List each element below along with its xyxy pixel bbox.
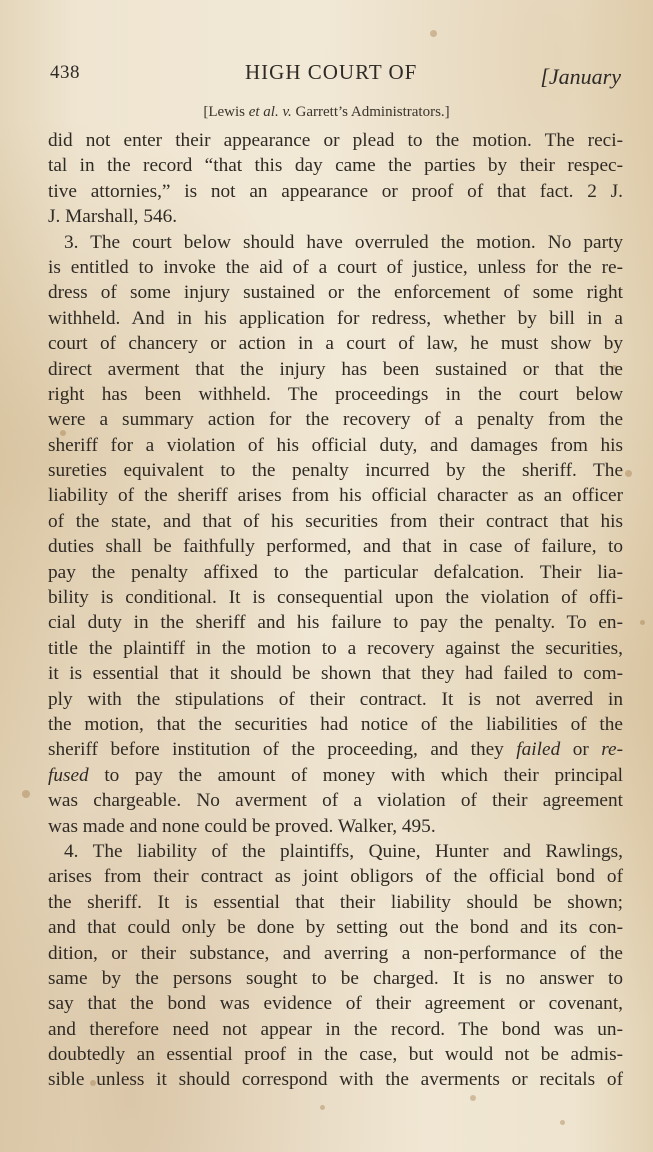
text-line: sheriff for a violation of his official duty, and damages from his bbox=[48, 434, 623, 456]
text-line bbox=[48, 737, 623, 762]
foxing-spot bbox=[430, 30, 437, 37]
text-line: it is essential that it should be shown that they had failed to com- bbox=[48, 663, 623, 685]
text-line: same by the persons sought to be charged. It is no answer to bbox=[48, 967, 623, 989]
text-line: liability of the sheriff arises from his official character as an officer bbox=[48, 485, 623, 507]
text-line: direct averment that the injury has been sustained or that the bbox=[48, 358, 623, 380]
case-caption bbox=[0, 104, 653, 121]
case-caption-open: [Lewis bbox=[203, 104, 249, 120]
foxing-spot bbox=[470, 1095, 476, 1101]
text-line: and that could only be done by setting out the bond and its con- bbox=[48, 917, 623, 939]
text-line: tive attornies,” is not an appearance or proof of that fact. 2 J. bbox=[48, 180, 623, 202]
text-line: of the state, and that of his securities from their contract that his bbox=[48, 510, 623, 532]
running-date: [January bbox=[540, 64, 621, 89]
text-line: say that the bond was evidence of their agreement or covenant, bbox=[48, 993, 623, 1015]
text-line: J. Marshall, 546. bbox=[48, 206, 178, 228]
text-line: dition, or their substance, and averring a non-performance of the bbox=[48, 942, 623, 964]
text-line: duties shall be faithfully performed, and that in case of failure, to bbox=[48, 536, 623, 558]
case-caption-versus: v. bbox=[278, 104, 292, 120]
text-line: 4. The liability of the plaintiffs, Quine, Hunter and Rawlings, bbox=[64, 840, 623, 862]
italic-fused: fused bbox=[48, 764, 89, 786]
page-number: 438 bbox=[50, 62, 80, 83]
case-caption-et-al: et al. bbox=[248, 104, 279, 120]
foxing-spot bbox=[640, 620, 645, 625]
text-line: withheld. And in his application for redress, whether by bill in a bbox=[48, 307, 623, 329]
italic-failed: failed bbox=[516, 739, 561, 761]
text-segment: sheriff before institution of the proceeding, and they bbox=[48, 739, 517, 761]
text-line: sible unless it should correspond with the averments or recitals of bbox=[48, 1069, 623, 1091]
text-line: doubtedly an essential proof in the case, but would not be admis- bbox=[48, 1044, 623, 1066]
text-line: arises from their contract as joint obligors of the official bond of bbox=[48, 866, 623, 888]
text-line: and therefore need not appear in the record. The bond was un- bbox=[48, 1018, 623, 1040]
text-line: dress of some injury sustained or the enforcement of some right bbox=[48, 282, 623, 304]
text-line: the sheriff. It is essential that their liability should be shown; bbox=[48, 891, 623, 913]
text-line bbox=[48, 763, 623, 788]
running-head: HIGH COURT OF bbox=[245, 60, 418, 84]
page-header bbox=[50, 60, 625, 90]
case-caption-rest: Garrett’s Administrators.] bbox=[291, 104, 450, 120]
text-line: court of chancery or action in a court of law, he must show by bbox=[48, 333, 623, 355]
text-line: did not enter their appearance or plead to the motion. The reci- bbox=[48, 130, 623, 151]
text-line: was chargeable. No averment of a violation of their agreement bbox=[48, 790, 623, 812]
text-line: were a summary action for the recovery of a penalty from the bbox=[48, 409, 623, 431]
text-line: cial duty in the sheriff and his failure to pay the penalty. To en- bbox=[48, 612, 623, 634]
text-line: is entitled to invoke the aid of a court of justice, unless for the re- bbox=[48, 256, 623, 278]
text-line: sureties equivalent to the penalty incurred by the sheriff. The bbox=[48, 460, 623, 482]
foxing-spot bbox=[22, 790, 30, 798]
text-line: title the plaintiff in the motion to a recovery against the securities, bbox=[48, 637, 623, 659]
text-line: tal in the record “that this day came the parties by their respec- bbox=[48, 155, 623, 177]
foxing-spot bbox=[625, 470, 632, 477]
text-line: was made and none could be proved. Walker, 495. bbox=[48, 815, 436, 837]
text-line: ply with the stipulations of their contract. It is not averred in bbox=[48, 688, 623, 710]
text-line: 3. The court below should have overruled the motion. No party bbox=[64, 231, 623, 253]
foxing-spot bbox=[560, 1120, 565, 1125]
foxing-spot bbox=[320, 1105, 325, 1110]
text-segment: or bbox=[560, 739, 602, 761]
text-line: pay the penalty affixed to the particular defalcation. Their lia- bbox=[48, 561, 623, 583]
italic-re: re- bbox=[601, 739, 623, 761]
text-segment: to pay the amount of money with which their principal bbox=[88, 764, 623, 786]
text-line: the motion, that the securities had notice of the liabilities of the bbox=[48, 713, 623, 735]
body-text bbox=[48, 128, 623, 1093]
text-line: right has been withheld. The proceedings in the court below bbox=[48, 383, 623, 405]
text-line: bility is conditional. It is consequential upon the violation of offi- bbox=[48, 587, 623, 609]
